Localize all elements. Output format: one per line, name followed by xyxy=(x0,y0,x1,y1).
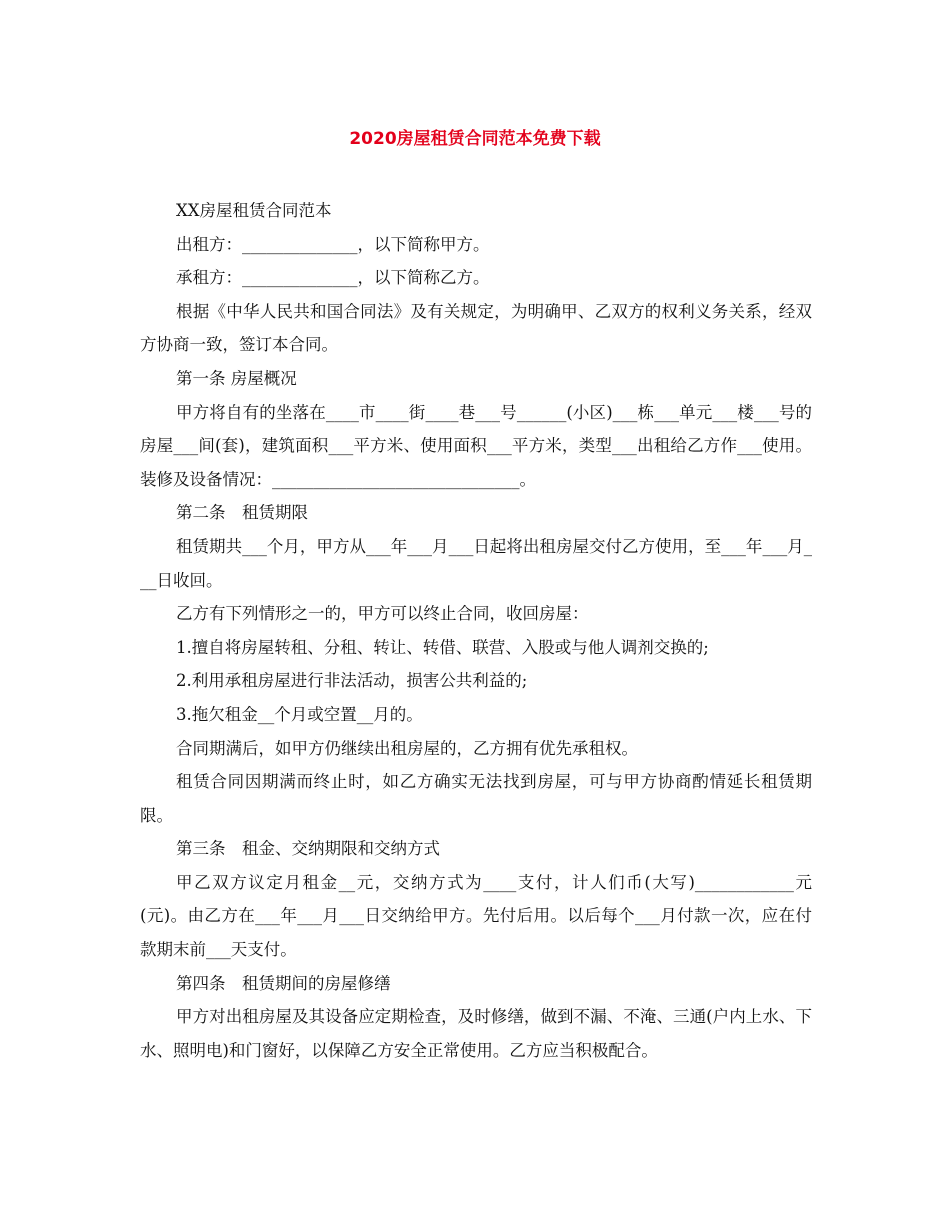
article-4-heading: 第四条 租赁期间的房屋修缮 xyxy=(176,973,391,993)
renewal-priority-paragraph: 合同期满后，如甲方仍继续出租房屋的，乙方拥有优先承租权。 xyxy=(176,738,638,758)
extension-paragraph: 租赁合同因期满而终止时，如乙方确实无法找到房屋，可与甲方协商酌情延长租赁期限。 xyxy=(140,772,812,825)
lease-term-paragraph: 租赁期共___个月，甲方从___年___月___日起将出租房屋交付乙方使用，至___年___月___日收回。 xyxy=(140,536,812,590)
termination-intro: 乙方有下列情形之一的，甲方可以终止合同，收回房屋： xyxy=(176,604,589,624)
termination-item-2: 2.利用承租房屋进行非法活动，损害公共利益的; xyxy=(176,671,528,691)
article-2-heading: 第二条 租赁期限 xyxy=(176,503,308,523)
contract-heading: XX房屋租赁合同范本 xyxy=(176,201,332,220)
preamble-paragraph: 根据《中华人民共和国合同法》及有关规定，为明确甲、乙双方的权利义务关系，经双方协商一致，签订本合同。 xyxy=(140,301,812,355)
article-1-paragraph: 甲方将自有的坐落在____市____街____巷___号______(小区)___栋___单元___楼___号的房屋___间(套)，建筑面积___平方米、使用面积___平方米，类型___出租给乙方作___使用。装修及设备情况：______________________________。 xyxy=(140,402,812,489)
article-1-heading: 第一条 房屋概况 xyxy=(176,368,297,388)
termination-item-3: 3.拖欠租金__个月或空置__月的。 xyxy=(176,704,423,724)
article-3-heading: 第三条 租金、交纳期限和交纳方式 xyxy=(176,839,440,859)
rent-paragraph: 甲乙双方议定月租金__元，交纳方式为____支付，计人们币(大写)____________元(元)。由乙方在___年___月___日交纳给甲方。先付后用。以后每个___月付款一次，应在付款期末前___天支付。 xyxy=(140,872,812,960)
repair-paragraph: 甲方对出租房屋及其设备应定期检查，及时修缮，做到不漏、不淹、三通(户内上水、下水、照明电)和门窗好，以保障乙方安全正常使用。乙方应当积极配合。 xyxy=(140,1007,812,1060)
document-body xyxy=(140,194,812,1067)
document-title: 2020房屋租赁合同范本免费下载 xyxy=(349,129,601,149)
termination-item-1: 1.擅自将房屋转租、分租、转让、转借、联营、入股或与他人调剂交换的; xyxy=(176,637,709,657)
lessor-line: 出租方：______________，以下简称甲方。 xyxy=(176,234,490,254)
lessee-line: 承租方：______________，以下简称乙方。 xyxy=(176,268,490,288)
